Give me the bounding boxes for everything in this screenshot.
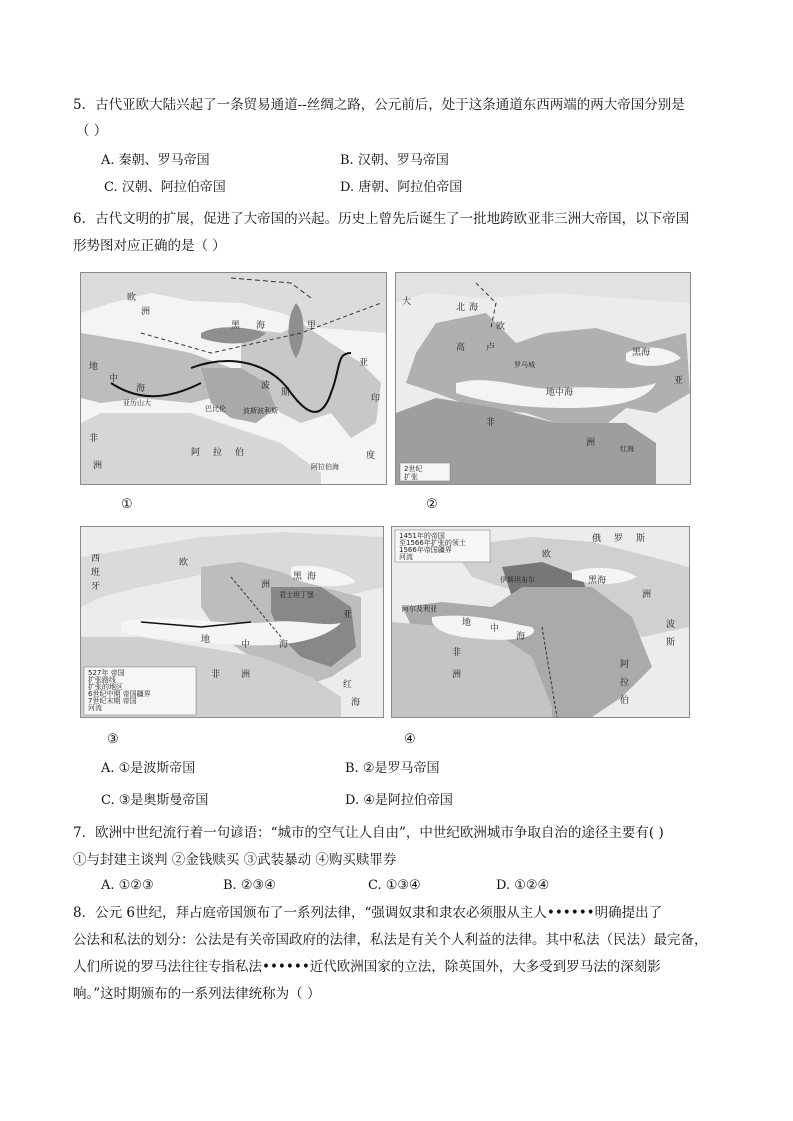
- q7-option-b[interactable]: B. ②③④: [223, 878, 276, 893]
- m2-label-8: 非: [486, 418, 496, 428]
- m3-label-6: 海: [307, 572, 317, 582]
- m4-legend-3: 河流: [399, 553, 413, 561]
- m1-label-21: 波斯波利斯: [243, 407, 278, 415]
- q5-option-c[interactable]: C. 汉朝、阿拉伯帝国: [104, 180, 226, 195]
- m2-label-11: 罗马城: [514, 361, 535, 369]
- map-label-1: ①: [121, 497, 133, 512]
- q8-stem-line3: 人们所说的罗马法往往专指私法••••••近代欧洲国家的立法，除英国外，大多受到罗马法的深刻影: [73, 959, 661, 975]
- q5-stem-line1: 5．古代亚欧大陆兴起了一条贸易通道--丝绸之路，公元前后，处于这条通道东西两端的两大帝国分别是: [73, 97, 685, 113]
- m4-label-15: 波: [666, 620, 676, 630]
- m2-legend-1: 扩张: [404, 473, 418, 481]
- m4-label-2: 斯: [636, 534, 646, 544]
- m2-label-1: 北: [456, 303, 466, 313]
- m4-label-12: 阿: [620, 660, 630, 670]
- m1-label-4: 里: [307, 321, 317, 331]
- q6-stem-line2: 形势图对应正确的是（ ）: [73, 238, 226, 254]
- q6-option-c[interactable]: C. ③是奥斯曼帝国: [101, 793, 209, 808]
- m1-label-14: 斯: [281, 388, 291, 398]
- m1-label-12: 伯: [235, 448, 245, 458]
- q8-stem-line4: 响。”这时期颁布的一系列法律统称为（ ）: [73, 986, 321, 1002]
- m1-label-17: 印: [371, 394, 381, 404]
- m2-label-5: 欧: [496, 322, 506, 332]
- m1-label-13: 波: [261, 381, 271, 391]
- q8-stem-line1: 8．公元 6世纪，拜占庭帝国颁布了一系列法律，“强调奴隶和隶农必须服从主人••••••明确提出了: [73, 905, 663, 921]
- m2-label-12: 红海: [620, 445, 634, 453]
- m3-label-15: 亚: [343, 610, 353, 620]
- m1-label-1: 洲: [141, 307, 151, 317]
- m2-label-3: 高: [456, 343, 466, 353]
- m1-label-5: 地: [89, 362, 99, 372]
- m3-label-2: 牙: [91, 582, 101, 592]
- q7-stem-line2: ①与封建主谈判 ②金钱赎买 ③武装暴动 ④购买赎罪券: [73, 852, 397, 868]
- m2-label-4: 卢: [486, 343, 496, 353]
- q5-option-a[interactable]: A. 秦朝、罗马帝国: [101, 153, 210, 168]
- m3-legend-2: 扩张的地区: [88, 683, 123, 691]
- m4-label-16: 斯: [666, 638, 676, 648]
- m3-label-10: 非: [211, 670, 221, 680]
- m1-label-6: 中: [109, 374, 119, 384]
- m4-label-7: 地: [462, 618, 472, 628]
- m1-label-16: 度: [366, 451, 376, 461]
- m1-label-20: 巴比伦: [205, 405, 226, 413]
- m2-label-2: 海: [469, 303, 479, 313]
- m3-legend-1: 扩张路线: [88, 676, 116, 684]
- m4-label-17: 阿尔及利亚: [402, 605, 437, 613]
- q5-stem-line2: （ ）: [76, 123, 108, 139]
- m1-label-2: 黑: [231, 321, 241, 331]
- m4-label-6: 伊斯坦布尔: [500, 576, 535, 584]
- m3-label-14: 君士坦丁堡: [279, 591, 314, 599]
- m4-label-11: 洲: [452, 670, 462, 680]
- map-byzantine-empire: [80, 526, 384, 718]
- m4-label-4: 欧: [542, 550, 552, 560]
- q7-option-c[interactable]: C. ①③④: [368, 878, 421, 893]
- map-roman-empire: [395, 272, 691, 485]
- m1-label-3: 海: [256, 321, 266, 331]
- m3-label-11: 洲: [241, 670, 251, 680]
- m2-label-9: 洲: [586, 438, 596, 448]
- m4-label-3: 洲: [642, 590, 652, 600]
- m1-label-9: 洲: [93, 461, 103, 471]
- m4-label-0: 俄: [592, 534, 602, 544]
- m4-legend-1: 至1566年扩张的领土: [399, 539, 466, 547]
- m1-label-7: 海: [136, 384, 146, 394]
- m2-label-6: 黑海: [632, 348, 651, 358]
- map-ottoman-empire: [391, 526, 690, 718]
- m4-label-10: 非: [452, 648, 462, 658]
- m4-label-1: 罗: [614, 534, 624, 544]
- m1-label-10: 阿: [191, 448, 201, 458]
- q6-option-d[interactable]: D. ④是阿拉伯帝国: [345, 793, 453, 808]
- q7-option-a[interactable]: A. ①②③: [101, 878, 154, 893]
- m4-legend-0: 1451年的帝国: [399, 532, 445, 540]
- m4-label-13: 拉: [620, 678, 630, 688]
- m1-label-8: 非: [89, 434, 99, 444]
- m1-label-15: 亚: [359, 358, 369, 368]
- m1-label-19: 亚历山大: [123, 399, 151, 407]
- m3-legend-0: 527年 帝国: [88, 669, 125, 677]
- q7-option-d[interactable]: D. ①②④: [496, 878, 550, 893]
- m3-label-0: 西: [91, 554, 101, 564]
- map-persian-empire: [80, 272, 387, 485]
- m3-legend-5: 河流: [88, 704, 102, 712]
- m3-label-9: 海: [279, 640, 289, 650]
- m4-label-9: 海: [516, 632, 526, 642]
- m4-label-14: 伯: [620, 696, 630, 706]
- m2-label-10: 亚: [674, 376, 684, 386]
- q7-stem-line1: 7．欧洲中世纪流行着一句谚语：“城市的空气让人自由”，中世纪欧洲城市争取自治的途径主要有( ): [73, 825, 664, 841]
- m3-legend-3: 6世纪中期 帝国疆界: [88, 690, 151, 698]
- m3-label-1: 班: [91, 568, 101, 578]
- m3-label-4: 洲: [261, 580, 271, 590]
- m2-label-0: 大: [402, 297, 412, 307]
- m2-legend-0: 2世纪: [404, 465, 423, 473]
- m4-legend-2: 1566年帝国疆界: [399, 546, 452, 554]
- q6-stem-line1: 6．古代文明的扩展，促进了大帝国的兴起。历史上曾先后诞生了一批地跨欧亚非三洲大帝国，以下帝国: [73, 211, 690, 227]
- q8-stem-line2: 公法和私法的划分：公法是有关帝国政府的法律，私法是有关个人利益的法律。其中私法（民法）最完备，: [73, 932, 708, 948]
- m2-label-7: 地中海: [546, 388, 574, 398]
- m1-label-18: 阿拉伯海: [311, 463, 339, 471]
- m1-label-0: 欧: [127, 293, 137, 303]
- m3-label-8: 中: [241, 640, 251, 650]
- m4-label-5: 黑海: [588, 576, 607, 586]
- m4-label-8: 中: [490, 624, 500, 634]
- m3-legend-4: 7世纪末期 帝国: [88, 697, 137, 705]
- map-label-4: ④: [404, 732, 416, 747]
- m3-label-7: 地: [201, 635, 211, 645]
- map-label-2: ②: [426, 497, 438, 512]
- m3-label-12: 红: [343, 680, 353, 690]
- map-label-3: ③: [107, 732, 119, 747]
- q5-option-d[interactable]: D. 唐朝、阿拉伯帝国: [340, 180, 463, 195]
- q5-option-b[interactable]: B. 汉朝、罗马帝国: [340, 153, 449, 168]
- q6-option-b[interactable]: B. ②是罗马帝国: [345, 761, 440, 776]
- q6-option-a[interactable]: A. ①是波斯帝国: [101, 761, 196, 776]
- m3-label-13: 海: [351, 698, 361, 708]
- m3-label-5: 黑: [293, 572, 303, 582]
- m1-label-11: 拉: [213, 448, 223, 458]
- m3-label-3: 欧: [179, 558, 189, 568]
